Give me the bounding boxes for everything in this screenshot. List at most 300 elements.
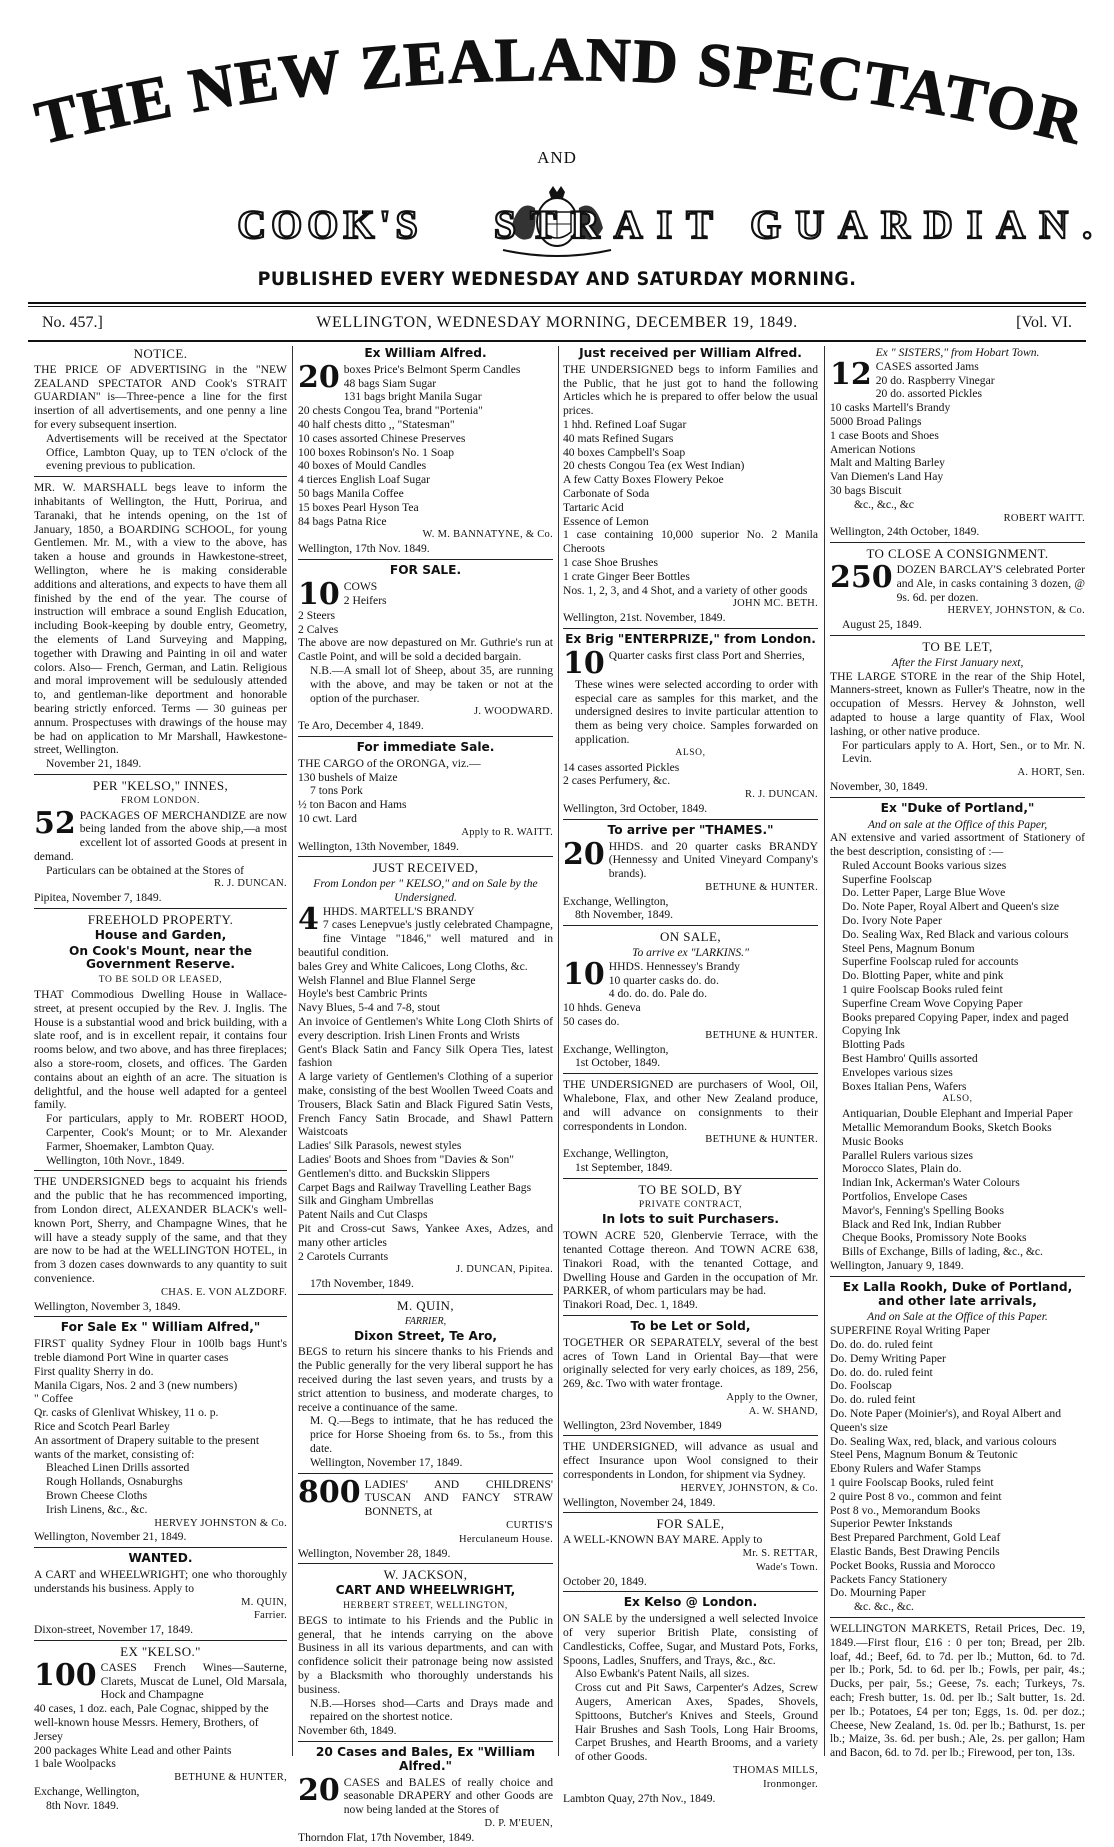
advert-body: BEGS to intimate to his Friends and the Public in general, that he intends carrying on the above Business in all its various departments, and can with confidence solicit their patronage being now assisted by a Blacksmith who thoroughly understands his business. xyxy=(298,1613,553,1696)
advert-quantity: 100 xyxy=(34,1657,97,1693)
advert-date: Wellington, 23rd November, 1849 xyxy=(563,1418,722,1432)
advert-heading: FOR SALE, xyxy=(656,1516,725,1532)
list-item: 1 quire Foolscap Books ruled feint xyxy=(842,983,1003,997)
advert-body: FIRST quality Sydney Flour in 100lb bags Hunt's treble diamond Port Wine in quarter cases xyxy=(34,1337,287,1364)
list-item: Superfine Foolscap ruled for accounts xyxy=(842,955,1019,969)
advert-markets xyxy=(830,1622,1085,1763)
advert-signature: M. QUIN, xyxy=(241,1596,287,1608)
advert-body: These wines were selected according to order with especial care as samples for this market, and the undersigned desires to invite particular attention to them as being very choice. Samples forwarded on application. xyxy=(575,677,818,746)
advert-date: 8th Novr. 1849. xyxy=(46,1798,119,1812)
list-item: Navy Blues, 5-4 and 7-8, stout xyxy=(298,1001,441,1015)
advert-subheading: HERBERT STREET, WELLINGTON, xyxy=(343,1600,508,1611)
list-item: Steel Pens, Magnum Bonum xyxy=(842,941,975,955)
advert-british-plate xyxy=(563,1596,818,1808)
advert-signature: W. M. BANNATYNE, & Co. xyxy=(422,529,553,541)
advert-body: THE UNDERSIGNED are purchasers of Wool, Oil, Whalebone, Flax, and other New Zealand produce, and will advance on consignments to their correspondents in London. xyxy=(563,1078,818,1133)
advert-date: August 25, 1849. xyxy=(842,618,922,632)
advert-subheading: ALSO, xyxy=(942,1094,973,1105)
list-item: 1 case Shoe Brushes xyxy=(563,555,658,569)
advert-quantity: 10 xyxy=(563,956,605,992)
list-item: A few Catty Boxes Flowery Pekoe xyxy=(563,473,724,487)
list-item: Gentlemen's ditto. and Buckskin Slippers xyxy=(298,1166,490,1180)
list-item: 48 bags Siam Sugar xyxy=(343,376,437,390)
advert-signature: Wade's Town. xyxy=(755,1561,818,1573)
advert-date: Wellington, November 28, 1849. xyxy=(298,1546,451,1560)
advert-body: THE UNDERSIGNED, will advance as usual and effect Insurance upon Wool consigned to their correspondents in London, for shipment via Sydney. xyxy=(563,1440,818,1481)
advert-date: Te Aro, December 4, 1849. xyxy=(298,719,424,733)
advert-body: PACKAGES OF MERCHANDIZE are now being landed from the above ship,—a most excellent lot of assorted Goods at present in demand. xyxy=(34,808,287,863)
advert-body: THE UNDERSIGNED begs to inform Families and the Public, that he just got to hand the following Articles which he is prepared to offer below the usual prices. xyxy=(563,362,818,418)
list-item: 40 cases, 1 doz. each, Pale Cognac, shipped by the well-known house Messrs. Hemery, Brothers, of Jersey xyxy=(34,1702,269,1743)
advert-quantity: 250 xyxy=(830,559,893,595)
advert-signature: CHAS. E. VON ALZDORF. xyxy=(160,1286,287,1298)
advert-body: Cross cut and Pit Saws, Carpenter's Adzes, Screw Augers, American Axes, Spades, Shovels, Spittoons, Butcher's Knives and Steels, Ground Hair Brushes and Sash Tools, Long Hair Brooms, Carpet Brushes, and Hearth Brooms, and a variety of other Goods. xyxy=(575,1681,818,1764)
advert-signature: A. HORT, Sen. xyxy=(1017,767,1085,779)
advert-date: 17th November, 1849. xyxy=(310,1277,414,1291)
list-item: Bleached Linen Drills assorted xyxy=(46,1461,190,1475)
advert-wheelwright xyxy=(298,1568,553,1742)
list-item: 20 do. Raspberry Vinegar xyxy=(875,373,995,387)
list-item: 7 tons Pork xyxy=(310,784,363,798)
list-item: Rice and Scotch Pearl Barley xyxy=(34,1419,170,1433)
advert-subheading: Dixon Street, Te Aro, xyxy=(354,1328,497,1343)
list-item: 20 do. assorted Pickles xyxy=(875,387,983,401)
advert-enterprize xyxy=(563,633,818,820)
advert-heading: To arrive per "THAMES." xyxy=(607,822,774,837)
list-item: 14 cases assorted Pickles xyxy=(563,760,680,774)
publication-schedule: PUBLISHED EVERY WEDNESDAY AND SATURDAY MORNING. xyxy=(257,268,857,290)
list-item: Do. Foolscap xyxy=(830,1379,892,1393)
list-item: Pit and Cross-cut Saws, Yankee Axes, Adzes, and many other articles xyxy=(298,1222,553,1249)
advert-date: Exchange, Wellington, xyxy=(34,1784,140,1798)
list-item: 1 crate Ginger Beer Bottles xyxy=(563,569,690,583)
list-item: 10 hhds. Geneva xyxy=(563,1001,641,1015)
advert-william-alfred xyxy=(34,1321,287,1548)
advert-subheading: And on sale at the Office of this Paper, xyxy=(867,817,1048,831)
advert-cows xyxy=(298,564,553,737)
advert-subheading: In lots to suit Purchasers. xyxy=(601,1212,780,1227)
advert-date: Pipitea, November 7, 1849. xyxy=(34,891,162,905)
list-item: " Coffee xyxy=(34,1392,73,1406)
advert-wanted xyxy=(34,1552,287,1641)
column-rule xyxy=(292,346,293,1756)
list-item: Post 8 vo., Memorandum Books xyxy=(830,1503,981,1517)
advert-signature: A. W. SHAND, xyxy=(748,1405,818,1417)
issue-date: WELLINGTON, WEDNESDAY MORNING, DECEMBER 19, 1849. xyxy=(316,314,798,331)
list-item: 1 case Boots and Shoes xyxy=(830,428,939,442)
advert-body: THE PRICE OF ADVERTISING in the "NEW ZEALAND SPECTATOR AND Cook's STRAIT GUARDIAN" is—Three-pence a line for the first insertion of all advertisements, and one penny a line for every subsequent insertion. xyxy=(34,362,287,431)
advert-heading: FOR SALE. xyxy=(389,562,462,577)
list-item: 1 case containing 10,000 superior No. 2 Manila Cheroots xyxy=(563,528,818,556)
advert-thames xyxy=(563,824,818,927)
list-item: Do. Ivory Note Paper xyxy=(842,914,942,928)
list-item: COWS xyxy=(343,579,378,593)
list-item: 2 quire Post 8 vo., common and feint xyxy=(830,1489,1002,1503)
list-item: Steel Pens, Magnum Bonum & Teutonic xyxy=(830,1448,1018,1462)
divider xyxy=(28,302,1086,304)
advert-heading: ON SALE, xyxy=(660,929,721,945)
advert-signature: Herculaneum House. xyxy=(458,1533,553,1545)
advert-date: November 6th, 1849. xyxy=(298,1724,397,1738)
advert-subheading: On Cook's Mount, near the Government Reserve. xyxy=(68,943,253,972)
list-item: Superfine Foolscap xyxy=(842,872,932,886)
list-item: Welsh Flannel and Blue Flannel Serge xyxy=(298,973,476,987)
list-item: Cheque Books, Promissory Note Books xyxy=(842,1231,1027,1245)
advert-body: For particulars, apply to Mr. ROBERT HOOD, Carpenter, Cook's Mount; or to Mr. Alexander Farmer, Shoemaker, Lambton Quay. xyxy=(46,1112,287,1153)
dateline xyxy=(42,314,1072,336)
advert-heading: Ex " SISTERS," from Hobart Town. xyxy=(875,346,1040,359)
list-item: Envelopes various sizes xyxy=(842,1065,953,1079)
title-top: THE NEW ZEALAND SPECTATOR xyxy=(29,25,1091,158)
issue-number: No. 457.] xyxy=(42,314,103,331)
list-item: Pocket Books, Russia and Morocco xyxy=(830,1558,996,1572)
advert-heading: TO BE SOLD, BY xyxy=(638,1181,743,1197)
divider xyxy=(28,306,1086,307)
advert-body: The above are now depastured on Mr. Guthrie's run at Castle Point, and will be sold a decided bargain. xyxy=(298,636,553,664)
advert-mcbeth xyxy=(563,347,818,629)
advert-quantity: 800 xyxy=(298,1474,361,1510)
advert-body: THE UNDERSIGNED begs to acquaint his friends and the public that he has recommenced importing, from London direct, ALEXANDER BLACK's well-known Port, Sherry, and Champagne Wines, that he will have a steady supply of the same, and that they are now to be had at the WELLINGTON HOTEL, in from 3 dozen cases downwards to any quantity to suit convenience. xyxy=(34,1175,287,1285)
list-item: 10 cwt. Lard xyxy=(298,811,357,825)
list-item: Ladies' Silk Parasols, newest styles xyxy=(298,1139,462,1153)
advert-insurance xyxy=(563,1440,818,1513)
list-item: Elastic Bands, Best Drawing Pencils xyxy=(830,1544,1000,1558)
advert-date: Wellington, November 24, 1849. xyxy=(563,1495,716,1509)
advert-body: TOGETHER OR SEPARATELY, several of the best acres of Town Land in Oriental Bay—that were originally selected for very early choices, as 189, 256, 269, &c. Two with water frontage. xyxy=(563,1335,818,1391)
list-item: 10 casks Martell's Brandy xyxy=(830,401,951,415)
advert-body: M. Q.—Begs to intimate, that he has reduced the price for Horse Shoeing from 6s. to 5s., from this date. xyxy=(310,1414,553,1455)
list-item: Do. Letter Paper, Large Blue Wove xyxy=(842,886,1006,900)
advert-heading: NOTICE. xyxy=(133,346,188,361)
advert-signature: CURTIS'S xyxy=(506,1519,553,1531)
list-item: 10 cases assorted Chinese Preserves xyxy=(298,431,466,445)
list-item: 20 chests Congou Tea, brand "Portenia" xyxy=(298,404,483,418)
advert-signature: BETHUNE & HUNTER. xyxy=(705,1134,818,1146)
advert-date: Wellington, 10th Novr., 1849. xyxy=(46,1153,185,1167)
column-1 xyxy=(34,346,287,1812)
advert-date: Dixon-street, November 17, 1849. xyxy=(34,1623,194,1637)
advert-body: CASES assorted Jams xyxy=(875,359,979,373)
list-item: &c. &c., &c. xyxy=(854,1600,914,1614)
list-item: Carpet Bags and Railway Travelling Leather Bags xyxy=(298,1180,532,1194)
advert-heading: M. QUIN, xyxy=(396,1298,454,1313)
advert-signature: J. DUNCAN, Pipitea. xyxy=(456,1264,553,1276)
list-item: 2 cases Perfumery, &c. xyxy=(563,774,671,788)
item-list xyxy=(34,1365,287,1517)
list-item: 1 quire Foolscap Books, ruled feint xyxy=(830,1475,994,1489)
advert-heading: W. JACKSON, xyxy=(383,1567,468,1583)
advert-heading: EX "KELSO." xyxy=(120,1643,201,1659)
list-item: Metallic Memorandum Books, Sketch Books xyxy=(842,1121,1052,1135)
advert-date: Wellington, November 17, 1849. xyxy=(310,1455,463,1469)
column-rule xyxy=(558,346,559,1756)
list-item: Do. Sealing Wax, red, black, and various colours xyxy=(830,1434,1057,1448)
list-item: Black and Red Ink, Indian Rubber xyxy=(842,1217,1002,1231)
list-item: 40 half chests ditto ,, "Statesman" xyxy=(298,417,455,431)
list-item: Do. do. do. ruled feint xyxy=(830,1337,933,1351)
advert-oronga-cargo xyxy=(298,741,553,857)
list-item: 2 Heifers xyxy=(343,593,387,607)
advert-ex-kelso xyxy=(34,1645,287,1816)
advert-signature: Mr. S. RETTAR, xyxy=(742,1547,818,1559)
list-item: ½ ton Bacon and Hams xyxy=(298,798,407,812)
advert-body: WELLINGTON MARKETS, Retail Prices, Dec. 19, 1849.—First flour, £16 : 0 per ton; Bread, per 2lb. loaf, 4d.; Beef, 6d. to 7d. per lb.; Mutton, 6d. to 7d. per lb.; Pork, 5d. to 6d. per lb.; Fowls, per pair, 4s.; Ducks, per pair, 5s.; Geese, 7s. each; Turkeys, 7s. each; Fresh butter, 1s. 0d. per lb.; Salt butter, 1s. 2d. per lb.; Potatoes, £4 per ton; Eggs, 1s. 0d. per doz.; Cheese, New Zealand, 1s. 0d. per lb.; Bathurst, 1s. per lb.; Maize, 3s. 6d. per bush.; Ale, 2s. per gallon; Ham and Bacon, 6d. to 7d. per lb.; Firewood, per ton, 13s. xyxy=(830,1621,1085,1760)
advert-stationery-lalla-rookh xyxy=(830,1281,1085,1618)
advert-body: MR. W. MARSHALL begs leave to inform the inhabitants of Wellington, the Hutt, Porirua, and Taranaki, that he intends opening, on the 1st of January, 1850, a BOARDING SCHOOL, for young Gentlemen. Mr. M., with a view to the above, has taken a house and grounds in Hawkestone-street, Wellington, where he is making considerable additions and alterations, and expects to have them all finished by the end of the year. The course of instruction will embrace a sound English Education, including Book-keeping by double entry, Geometry, the elements of Land Surveying and Mapping, together with Drawing and Painting in oil and water colors. Also— French, German, and Latin. Religious and moral improvement will be sedulously attended to, and gentleman-like deportment and honorable bearing strictly enforced. Terms — 30 guineas per annum. Prospectuses with drawings of the house may be had on application to Mr Marshall, Hawkestone-street, Wellington. xyxy=(34,481,287,757)
advert-heading: PER "KELSO," INNES, xyxy=(92,777,229,793)
advert-subheading: House and Garden, xyxy=(94,927,227,942)
advert-body: AN extensive and varied assortment of Stationery of the best description, consisting of :— xyxy=(830,831,1085,859)
advert-date: 1st October, 1849. xyxy=(575,1056,661,1070)
advert-just-received xyxy=(298,861,553,1295)
advert-heading: Ex Kelso @ London. xyxy=(623,1595,758,1610)
advert-date: Wellington, 24th October, 1849. xyxy=(830,525,980,539)
advert-date: Tinakori Road, Dec. 1, 1849. xyxy=(563,1298,698,1312)
list-item: 10 quarter casks do. do. xyxy=(608,973,719,987)
advert-heading: For Sale Ex " William Alfred," xyxy=(60,1320,261,1335)
list-item: 50 bags Manila Coffee xyxy=(298,486,404,500)
advert-subheading: To arrive ex "LARKINS." xyxy=(632,946,749,960)
list-item: 131 bags bright Manila Sugar xyxy=(343,390,482,404)
advert-signature: Farrier. xyxy=(253,1610,287,1622)
advert-subheading: PRIVATE CONTRACT, xyxy=(638,1199,743,1210)
advert-signature: Apply to R. WAITT. xyxy=(461,826,553,838)
list-item: Morocco Slates, Plain do. xyxy=(842,1162,962,1176)
list-item: Mavor's, Fenning's Spelling Books xyxy=(842,1203,1004,1217)
advert-signature: Apply to the Owner, xyxy=(726,1391,818,1403)
list-item: 4 tierces English Loaf Sugar xyxy=(298,473,431,487)
list-item: bales Grey and White Calicoes, Long Cloths, &c. xyxy=(298,959,528,973)
advert-heading: Just received per William Alfred. xyxy=(579,346,802,360)
advert-heading: Ex Lalla Rookh, Duke of Portland, and other late arrivals, xyxy=(842,1279,1073,1308)
advert-signature: R. J. DUNCAN. xyxy=(744,789,818,801)
advert-date: 8th November, 1849. xyxy=(575,908,674,922)
list-item: 200 packages White Lead and other Paints xyxy=(34,1743,232,1757)
list-item: Patent Nails and Cut Clasps xyxy=(298,1208,428,1222)
list-item: Gent's Black Satin and Fancy Silk Opera Ties, latest fashion xyxy=(298,1042,553,1070)
list-item: 5000 Broad Palings xyxy=(830,414,922,428)
advert-body: CASES and BALES of really choice and seasonable DRAPERY and other Goods are now being landed at the Stores of xyxy=(343,1775,553,1817)
list-item: Bills of Exchange, Bills of lading, &c., &c. xyxy=(842,1245,1043,1259)
advert-body: Quarter casks first class Port and Sherries, xyxy=(608,648,805,662)
advert-subheading: FROM LONDON. xyxy=(121,795,200,806)
advert-quantity: 12 xyxy=(830,356,872,392)
advert-signature: ROBERT WAITT. xyxy=(1003,512,1085,524)
advert-body: boxes Price's Belmont Sperm Candles xyxy=(343,362,521,376)
list-item: Do. do. do. ruled feint xyxy=(830,1365,933,1379)
advert-body: Particulars can be obtained at the Stores of xyxy=(46,863,244,877)
advert-date: Thorndon Flat, 17th November, 1849. xyxy=(298,1830,475,1844)
advert-body: CASES French Wines—Sauterne, Clarets, Muscat de Lunel, Old Marsala, Hock and Champagne xyxy=(100,1660,287,1702)
advert-ex-william-alfred xyxy=(298,347,553,560)
advert-subheading: After the First January next, xyxy=(891,655,1024,669)
advert-signature: Ironmonger. xyxy=(763,1778,818,1790)
advert-quantity: 10 xyxy=(563,645,605,681)
list-item: Books prepared Copying Paper, index and paged xyxy=(842,1010,1069,1024)
list-item: Antiquarian, Double Elephant and Imperial Paper xyxy=(842,1107,1073,1121)
advert-signature: HERVEY, JOHNSTON, & Co. xyxy=(680,1482,818,1494)
list-item: Tartaric Acid xyxy=(563,500,624,514)
column-rule xyxy=(824,346,825,1756)
advert-body: ON SALE by the undersigned a well selected Invoice of very superior British Plate, consisting of Candlesticks, Coffee, Sugar, and Mustard Pots, Forks, Spoons, Ladles, Snuffers, and Trays, &c., &c. xyxy=(563,1612,818,1667)
advert-date: Wellington, 17th Nov. 1849. xyxy=(298,542,430,556)
list-item: Copying Ink xyxy=(842,1024,901,1038)
list-item: Brown Cheese Cloths xyxy=(46,1488,148,1502)
column-3 xyxy=(563,346,818,1805)
advert-signature: BETHUNE & HUNTER. xyxy=(705,881,818,893)
advert-body: N.B.—Horses shod—Carts and Drays made and repaired on the shortest notice. xyxy=(310,1696,553,1724)
advert-stationery-portland xyxy=(830,802,1085,1277)
list-item: 130 bushels of Maize xyxy=(298,770,398,784)
list-item: Packets Fancy Stationery xyxy=(830,1572,948,1586)
advert-signature: R. J. DUNCAN. xyxy=(213,878,287,890)
advert-body: HHDS. Hennessey's Brandy xyxy=(608,959,740,973)
advert-body: THE LARGE STORE in the rear of the Ship Hotel, Manners-street, known as Fuller's Theatre, now in the occupation of Messrs. Hervey & Johnston, well adapted to house a large quantity of Flax, Wool lashing, or other native produce. xyxy=(830,669,1085,738)
advert-body: THAT Commodious Dwelling House in Wallace-street, at present occupied by the Rev. J. Inglis. The House is a substantial wood and brick building, with a slate roof, and is in excellent repair, it contains four rooms below, and two above, and has three fireplaces; also a store-room, closets, and offices. The Garden contains about an eighth of an acre. The situation is delightful, and the house well adapted for a genteel family. xyxy=(34,988,287,1112)
advert-body: Advertisements will be received at the Spectator Office, Lambton Quay, up to TEN o'clock of the evening previous to publication. xyxy=(46,431,287,473)
advert-body: A CART and WHEELWRIGHT; one who thoroughly understands his business. Apply to xyxy=(34,1567,287,1595)
advert-subheading: ALSO, xyxy=(675,747,706,758)
list-item: Ladies' Boots and Shoes from "Davies & Son" xyxy=(298,1153,515,1167)
volume-number: [Vol. VI. xyxy=(1016,314,1072,331)
list-item: 84 bags Patna Rice xyxy=(298,514,387,528)
advert-date: Exchange, Wellington, xyxy=(563,1042,669,1056)
advert-large-store xyxy=(830,640,1085,798)
list-item: 1 hhd. Refined Loaf Sugar xyxy=(563,417,687,431)
list-item: Carbonate of Soda xyxy=(563,486,650,500)
list-item: Music Books xyxy=(842,1134,904,1148)
list-item: A large variety of Gentlemen's Clothing of a superior make, consisting of the best Woollen Tweed Coats and Trousers, Black Satin and Black Figured Satin Vests, French Fancy Satin Brocade, and Shawl Pattern Waistcoats xyxy=(298,1070,553,1139)
list-item: 7 cases Lenepvue's justly celebrated Champagne, fine Vintage "1846," well matured and in beautiful condition. xyxy=(298,918,553,960)
list-item: Boxes Italian Pens, Wafers xyxy=(842,1079,967,1093)
advert-bonnets xyxy=(298,1474,553,1565)
advert-heading: JUST RECEIVED, xyxy=(372,860,479,876)
advert-body: A WELL-KNOWN BAY MARE. Apply to xyxy=(563,1533,763,1547)
advert-heading: WANTED. xyxy=(128,1551,193,1566)
advert-wines xyxy=(34,1175,287,1317)
list-item: Do. Note Paper (Moinier's), and Royal Albert and Queen's size xyxy=(830,1406,1062,1434)
masthead-and: AND xyxy=(537,148,577,167)
list-item: 40 boxes of Mould Candles xyxy=(298,459,427,473)
advert-heading: TO BE LET, xyxy=(922,638,993,654)
list-item: American Notions xyxy=(830,442,916,456)
advert-signature: JOHN MC. BETH. xyxy=(732,598,818,610)
advert-quantity: 4 xyxy=(298,901,319,937)
advert-body: Also Ewbank's Patent Nails, all sizes. xyxy=(575,1667,750,1681)
list-item: 2 Steers xyxy=(298,608,336,622)
advert-body: DOZEN BARCLAY'S celebrated Porter and Ale, in casks containing 3 dozen, @ 9s. 6d. per dozen. xyxy=(896,562,1085,604)
list-item: Do. Blotting Paper, white and pink xyxy=(842,969,1004,983)
advert-heading: Ex Brig "ENTERPRIZE," from London. xyxy=(565,631,816,646)
list-item: 1 bale Woolpacks xyxy=(34,1757,116,1771)
list-item: Rough Hollands, Osnaburghs xyxy=(46,1475,183,1489)
list-item: Parallel Rulers various sizes xyxy=(842,1148,974,1162)
advert-wool-purchasers xyxy=(563,1078,818,1179)
advert-subheading: CART AND WHEELWRIGHT, xyxy=(335,1583,516,1598)
advert-date: Wellington, January 9, 1849. xyxy=(830,1259,964,1272)
advert-date: Lambton Quay, 27th Nov., 1849. xyxy=(563,1791,716,1805)
advert-signature: HERVEY, JOHNSTON, & Co. xyxy=(947,605,1085,617)
advert-quantity: 52 xyxy=(34,805,76,841)
advert-signature: D. P. M'EUEN, xyxy=(484,1817,553,1829)
list-item: An invoice of Gentlemen's White Long Cloth Shirts of every description. Irish Linen Fronts and Wrists xyxy=(298,1015,553,1042)
list-item: Ruled Account Books various sizes xyxy=(842,858,1007,872)
advert-body: N.B.—A small lot of Sheep, about 35, are running with the above, and may be taken or not at the option of the purchaser. xyxy=(310,663,553,705)
advert-signature: J. WOODWARD. xyxy=(474,706,553,718)
advert-date: Wellington, 21st. November, 1849. xyxy=(563,611,726,625)
advert-date: Wellington, 13th November, 1849. xyxy=(298,839,459,853)
advert-heading: 20 Cases and Bales, Ex "William Alfred." xyxy=(315,1744,536,1773)
advert-date: Exchange, Wellington, xyxy=(563,1147,669,1161)
advert-freehold xyxy=(34,913,287,1171)
advert-heading: TO CLOSE A CONSIGNMENT. xyxy=(866,546,1049,562)
advert-sisters xyxy=(830,346,1085,543)
list-item: Nos. 1, 2, 3, and 4 Shot, and a variety of other goods xyxy=(563,583,808,597)
list-item: Indian Ink, Ackerman's Water Colours xyxy=(842,1176,1020,1190)
list-item: 2 Calves xyxy=(298,622,339,636)
advert-subheading: From London per " KELSO," and on Sale by the Undersigned. xyxy=(313,877,538,904)
advert-signature: HERVEY JOHNSTON & Co. xyxy=(154,1517,287,1529)
list-item: 40 mats Refined Sugars xyxy=(563,431,674,445)
list-item: Ebony Rulers and Wafer Stamps xyxy=(830,1462,981,1476)
advert-body: TOWN ACRE 520, Glenbervie Terrace, with the tenanted Cottage thereon. And TOWN ACRE 638, Tinakori Road, with the tenanted Cottage, and Dwelling House and Garden in the occupation of Mr. PARKER, of whom particulars may be had. xyxy=(563,1229,818,1298)
advert-heading: Ex "Duke of Portland," xyxy=(880,800,1035,815)
advert-consignment xyxy=(830,547,1085,636)
advert-body: LADIES' AND CHILDRENS' TUSCAN AND FANCY STRAW BONNETS, at xyxy=(364,1477,553,1519)
advert-drapery xyxy=(298,1746,553,1847)
advert-quantity: 20 xyxy=(298,1772,340,1808)
advert-subheading: TO BE SOLD OR LEASED, xyxy=(98,975,223,986)
advert-body: BEGS to return his sincere thanks to his Friends and the Public generally for the very liberal support he has received during the last seven years, and trusts by a strict attention to business, and moderate charges, to receive a continuance of the same. xyxy=(298,1345,553,1414)
list-item: Hoyle's best Cambric Prints xyxy=(298,987,428,1001)
advert-date: November, 30, 1849. xyxy=(830,779,928,793)
advert-body: SUPERFINE Royal Writing Paper xyxy=(830,1324,991,1338)
advert-quantity: 20 xyxy=(563,836,605,872)
advert-signature: THOMAS MILLS, xyxy=(733,1764,818,1776)
list-item: Irish Linens, &c., &c. xyxy=(46,1502,148,1516)
list-item: Do. do. ruled feint xyxy=(830,1393,916,1407)
advert-date: Wellington, November 21, 1849. xyxy=(34,1530,187,1544)
advert-body: For particulars apply to A. Hort, Sen., or to Mr. N. Levin. xyxy=(842,738,1085,766)
list-item: Van Diemen's Land Hay xyxy=(830,470,944,484)
list-item: Do. Mourning Paper xyxy=(830,1586,926,1600)
list-item: 30 bags Biscuit xyxy=(830,483,902,497)
list-item: Essence of Lemon xyxy=(563,514,649,528)
column-2 xyxy=(298,346,553,1844)
title-bottom-right: STRAIT GUARDIAN. xyxy=(493,202,1107,247)
advert-quantity: 10 xyxy=(298,576,340,612)
masthead xyxy=(0,0,1114,300)
list-item: Manila Cigars, Nos. 2 and 3 (new numbers) xyxy=(34,1378,238,1392)
advert-heading: To be Let or Sold, xyxy=(630,1319,751,1333)
list-item: Superior Pewter Inkstands xyxy=(830,1517,953,1531)
list-item: Blotting Pads xyxy=(842,1038,905,1052)
advert-heading: Ex William Alfred. xyxy=(364,346,487,360)
list-item: Qr. casks of Glenlivat Whiskey, 11 o. p. xyxy=(34,1406,219,1420)
advert-farrier xyxy=(298,1299,553,1474)
list-item: 4 do. do. do. Pale do. xyxy=(608,987,707,1001)
divider xyxy=(28,340,1086,342)
column-4 xyxy=(830,346,1085,1760)
advert-signature: BETHUNE & HUNTER, xyxy=(174,1772,287,1784)
advert-body: HHDS. MARTELL'S BRANDY xyxy=(322,904,475,918)
advert-larkins xyxy=(563,930,818,1074)
advert-quantity: 20 xyxy=(298,359,340,395)
list-item: Do. Note Paper, Royal Albert and Queen's size xyxy=(842,900,1060,914)
list-item: &c., &c., &c xyxy=(854,497,914,511)
advert-subheading: FARRIER, xyxy=(404,1315,447,1327)
advert-date: Wellington, November 3, 1849. xyxy=(34,1299,181,1313)
